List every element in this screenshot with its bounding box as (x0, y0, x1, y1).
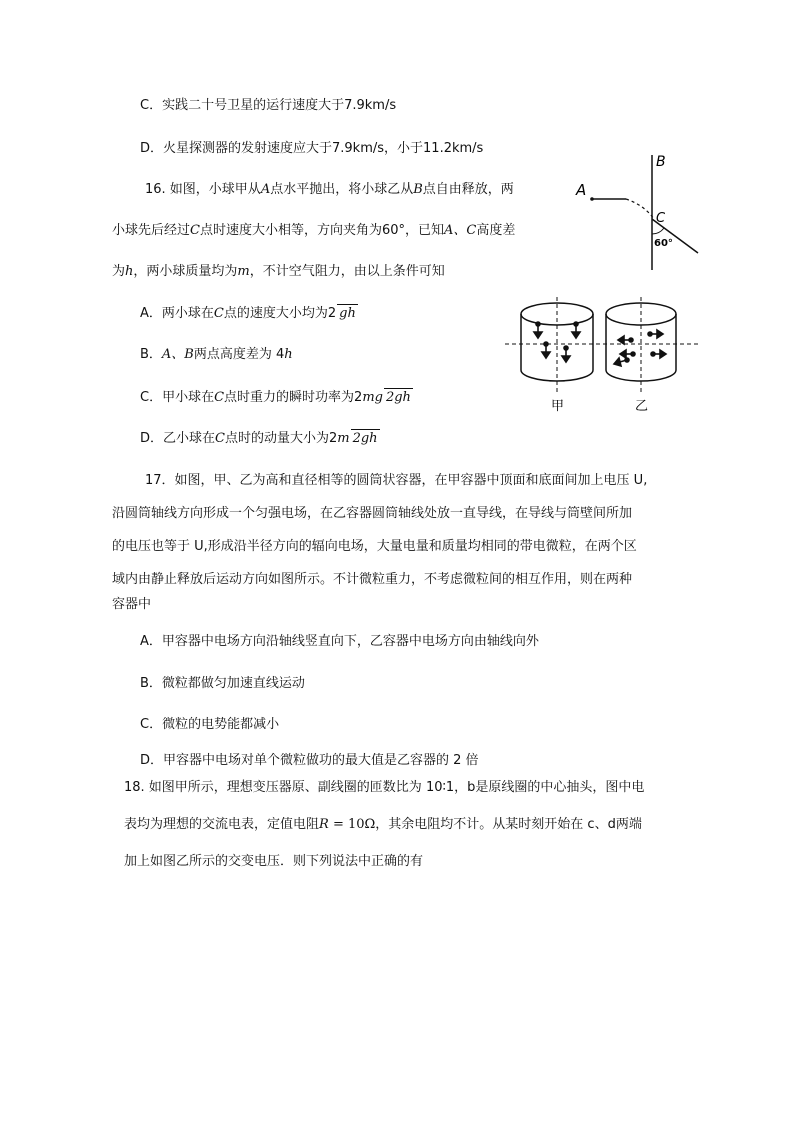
q17-stem-line2: 沿圆筒轴线方向形成一个匀强电场，在乙容器圆筒轴线处放一直导线，在导线与筒壁间所加 (112, 506, 633, 521)
q17-stem-line5: 容器中 (112, 597, 152, 612)
q17-stem-line3: 的电压也等于 U,形成沿半径方向的辐向电场，大量电量和质量均相同的带电微粒，在两个区 (112, 539, 637, 554)
label-yi: 乙 (635, 399, 649, 414)
q17-option-c: C．微粒的电势能都减小 (140, 717, 280, 732)
trajectory-curve (626, 199, 654, 219)
q16-option-a: A．两小球在C点的速度大小均为2 gh (140, 306, 356, 321)
cylinder-yi (606, 297, 676, 394)
q17-option-a: A．甲容器中电场方向沿轴线竖直向下，乙容器中电场方向由轴线向外 (140, 634, 539, 649)
q17-option-d: D．甲容器中电场对单个微粒做功的最大值是乙容器的 2 倍 (140, 753, 479, 768)
label-a: A (576, 181, 587, 199)
q15-option-d: D．火星探测器的发射速度应大于7.9km/s，小于11.2km/s (140, 141, 484, 156)
q18-stem-line2: 表均为理想的交流电表，定值电阻R = 10Ω，其余电阻均不计。从某时刻开始在 c、d两端 (124, 817, 642, 832)
label-c: C (656, 211, 666, 226)
q16-stem-line3: 为h，两小球质量均为m，不计空气阻力，由以上条件可知 (112, 264, 445, 279)
q16-projectile-figure (570, 150, 705, 275)
q16-option-d: D．乙小球在C点时的动量大小为2m 2gh (140, 431, 378, 446)
q15-option-c: C．实践二十号卫星的运行速度大于7.9km/s (140, 98, 397, 113)
q18-stem-line3: 加上如图乙所示的交变电压．则下列说法中正确的有 (124, 854, 424, 869)
label-b: B (656, 154, 666, 170)
q17-stem-line4: 域内由静止释放后运动方向如图所示。不计微粒重力，不考虑微粒间的相互作用，则在两种 (112, 572, 633, 587)
cylinder-jia (521, 297, 593, 394)
q17-stem-line1: 17．如图，甲、乙为高和直径相等的圆筒状容器，在甲容器中顶面和底面间加上电压 U, (145, 473, 648, 488)
q18-stem-line1: 18. 如图甲所示，理想变压器原、副线圈的匝数比为 10∶1，b是原线圈的中心抽头，图中电 (124, 780, 645, 795)
q17-option-b: B．微粒都做匀加速直线运动 (140, 676, 305, 691)
q16-stem-line2: 小球先后经过C点时速度大小相等，方向夹角为60°，已知A、C高度差 (112, 223, 516, 238)
angle-arc (652, 228, 664, 234)
q17-cylinders-figure (500, 292, 700, 417)
label-jia: 甲 (551, 399, 565, 414)
label-angle: 60° (654, 238, 673, 249)
q16-stem-line1: 16. 如图，小球甲从A点水平抛出，将小球乙从B点自由释放，两 (145, 182, 514, 197)
q16-option-c: C．甲小球在C点时重力的瞬时功率为2mg 2gh (140, 390, 411, 405)
q16-option-b: B．A、B两点高度差为 4h (140, 347, 293, 362)
point-a (590, 197, 594, 201)
